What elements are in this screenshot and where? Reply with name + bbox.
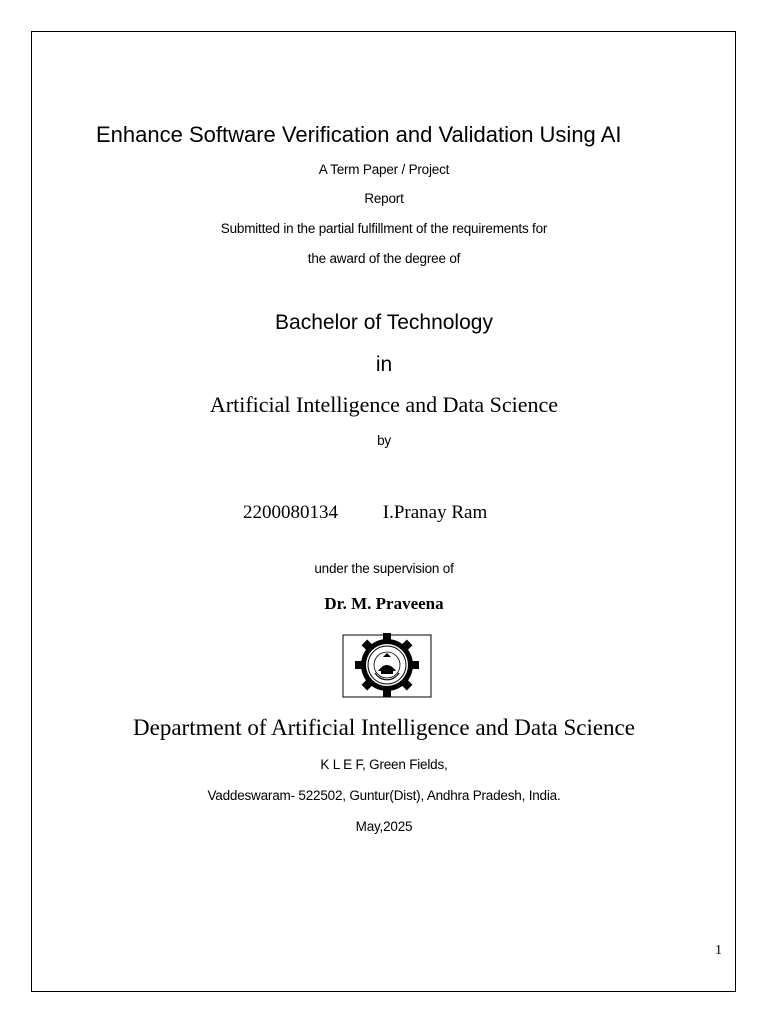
report-date: May,2025 — [355, 819, 413, 834]
degree-name: Bachelor of Technology — [275, 311, 493, 334]
student-name: I.Pranay Ram — [382, 502, 488, 523]
address-line-2: Vaddeswaram- 522502, Guntur(Dist), Andhra Pradesh, India. — [207, 788, 561, 803]
report-title: Enhance Software Verification and Validation Using AI — [96, 122, 622, 147]
address-line-1: K L E F, Green Fields, — [320, 757, 448, 772]
in-word: in — [375, 353, 393, 376]
university-gear-emblem-icon — [342, 632, 432, 698]
subtitle-line-3: Submitted in the partial fulfillment of the requirements for — [220, 221, 548, 236]
branch-name: Artificial Intelligence and Data Science — [209, 392, 559, 417]
by-word: by — [377, 433, 391, 448]
student-roll-number: 2200080134 — [243, 502, 338, 523]
student-row — [243, 502, 487, 524]
page-number: 1 — [715, 943, 722, 958]
supervisor-name: Dr. M. Praveena — [324, 594, 444, 613]
subtitle-line-1: A Term Paper / Project — [318, 162, 450, 177]
department-name: Department of Artificial Intelligence and Data Science — [133, 715, 635, 740]
supervision-label: under the supervision of — [314, 561, 454, 576]
subtitle-line-4: the award of the degree of — [307, 251, 461, 266]
subtitle-line-2: Report — [364, 191, 404, 206]
